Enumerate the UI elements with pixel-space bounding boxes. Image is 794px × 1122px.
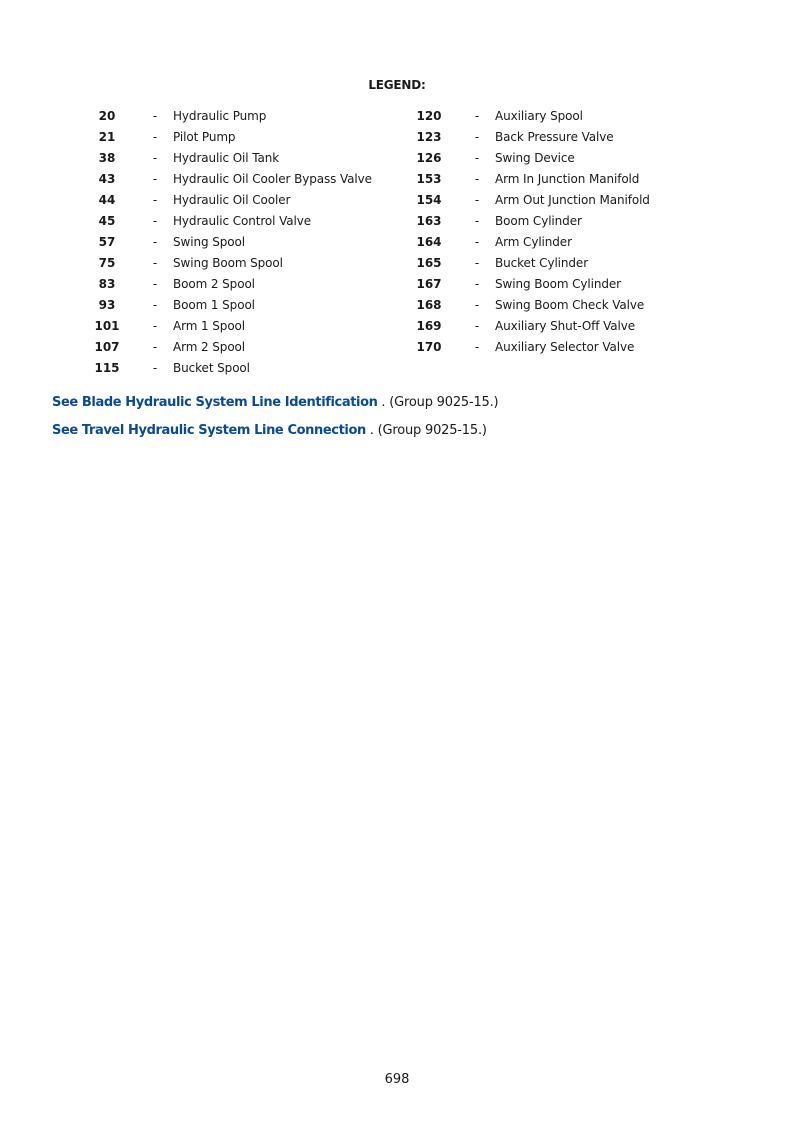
legend-label: Boom 2 Spool <box>173 276 255 291</box>
legend-number: 101 <box>94 318 120 333</box>
legend-number: 57 <box>98 234 116 249</box>
legend-number: 115 <box>94 360 120 375</box>
legend-row <box>88 189 372 210</box>
legend-label: Arm In Junction Manifold <box>495 171 640 186</box>
legend-dash: - <box>152 255 158 270</box>
legend-number: 123 <box>416 129 442 144</box>
legend-label: Auxiliary Selector Valve <box>495 339 635 354</box>
legend-number: 167 <box>416 276 442 291</box>
legend-label: Hydraulic Pump <box>173 108 267 123</box>
legend-label: Arm 1 Spool <box>173 318 246 333</box>
legend-label: Auxiliary Shut-Off Valve <box>495 318 636 333</box>
legend-label: Arm Out Junction Manifold <box>495 192 650 207</box>
legend-dash: - <box>152 339 158 354</box>
legend-dash: - <box>474 108 480 123</box>
legend-number: 43 <box>98 171 116 186</box>
legend-dash: - <box>474 255 480 270</box>
legend-dash: - <box>474 276 480 291</box>
legend-dash: - <box>152 360 158 375</box>
legend-row <box>88 252 372 273</box>
legend-row <box>88 231 372 252</box>
legend-dash: - <box>474 129 480 144</box>
legend-row <box>88 336 372 357</box>
page-number: 698 <box>384 1072 410 1087</box>
legend-number: 45 <box>98 213 116 228</box>
travel-hydraulic-line-link[interactable]: See Travel Hydraulic System Line Connection <box>52 423 366 438</box>
legend-dash: - <box>474 192 480 207</box>
legend-dash: - <box>152 276 158 291</box>
legend-dash: - <box>152 297 158 312</box>
legend-dash: - <box>152 192 158 207</box>
legend-title: LEGEND: <box>368 78 426 92</box>
legend-row <box>410 105 650 126</box>
legend-label: Auxiliary Spool <box>495 108 583 123</box>
legend-row <box>410 231 650 252</box>
legend-label: Arm 2 Spool <box>173 339 246 354</box>
legend-number: 163 <box>416 213 442 228</box>
legend-label: Swing Boom Spool <box>173 255 283 270</box>
legend-dash: - <box>152 213 158 228</box>
blade-hydraulic-line-link[interactable]: See Blade Hydraulic System Line Identification <box>52 395 378 410</box>
legend-number: 169 <box>416 318 442 333</box>
legend-dash: - <box>152 318 158 333</box>
legend-row <box>410 147 650 168</box>
reference-line-travel <box>52 423 487 438</box>
legend-row <box>88 357 372 378</box>
legend-label: Hydraulic Oil Cooler <box>173 192 291 207</box>
legend-label: Hydraulic Control Valve <box>173 213 312 228</box>
legend-row <box>410 210 650 231</box>
legend-number: 44 <box>98 192 116 207</box>
legend-dash: - <box>474 213 480 228</box>
legend-dash: - <box>152 108 158 123</box>
legend-dash: - <box>474 339 480 354</box>
legend-label: Bucket Cylinder <box>495 255 589 270</box>
legend-number: 75 <box>98 255 116 270</box>
legend-column-right <box>410 105 650 357</box>
legend-dash: - <box>152 234 158 249</box>
legend-number: 168 <box>416 297 442 312</box>
legend-number: 83 <box>98 276 116 291</box>
legend-number: 38 <box>98 150 116 165</box>
legend-row <box>410 126 650 147</box>
legend-number: 21 <box>98 129 116 144</box>
legend-label: Swing Boom Cylinder <box>495 276 622 291</box>
legend-row <box>410 315 650 336</box>
legend-label: Arm Cylinder <box>495 234 572 249</box>
legend-number: 126 <box>416 150 442 165</box>
reference-suffix: . (Group 9025-15.) <box>377 395 499 410</box>
legend-dash: - <box>474 234 480 249</box>
legend-row <box>410 189 650 210</box>
legend-label: Pilot Pump <box>173 129 236 144</box>
legend-number: 170 <box>416 339 442 354</box>
legend-row <box>410 252 650 273</box>
legend-row <box>88 126 372 147</box>
legend-label: Boom Cylinder <box>495 213 582 228</box>
legend-column-left <box>88 105 372 378</box>
legend-number: 153 <box>416 171 442 186</box>
legend-label: Hydraulic Oil Tank <box>173 150 280 165</box>
legend-number: 107 <box>94 339 120 354</box>
legend-number: 154 <box>416 192 442 207</box>
legend-row <box>88 105 372 126</box>
legend-dash: - <box>152 150 158 165</box>
legend-dash: - <box>152 129 158 144</box>
legend-number: 120 <box>416 108 442 123</box>
legend-label: Boom 1 Spool <box>173 297 255 312</box>
legend-row <box>410 273 650 294</box>
legend-label: Bucket Spool <box>173 360 250 375</box>
legend-row <box>88 147 372 168</box>
legend-row <box>88 273 372 294</box>
legend-label: Swing Spool <box>173 234 245 249</box>
legend-dash: - <box>474 297 480 312</box>
legend-row <box>88 210 372 231</box>
legend-number: 165 <box>416 255 442 270</box>
legend-dash: - <box>474 150 480 165</box>
legend-row <box>410 168 650 189</box>
reference-suffix: . (Group 9025-15.) <box>365 423 487 438</box>
legend-row <box>88 168 372 189</box>
reference-line-blade <box>52 395 498 410</box>
legend-number: 93 <box>98 297 116 312</box>
legend-label: Back Pressure Valve <box>495 129 614 144</box>
legend-label: Hydraulic Oil Cooler Bypass Valve <box>173 171 372 186</box>
legend-row <box>410 294 650 315</box>
legend-row <box>88 315 372 336</box>
legend-label: Swing Device <box>495 150 575 165</box>
legend-row <box>88 294 372 315</box>
legend-label: Swing Boom Check Valve <box>495 297 645 312</box>
legend-number: 20 <box>98 108 116 123</box>
legend-dash: - <box>474 171 480 186</box>
legend-dash: - <box>152 171 158 186</box>
legend-row <box>410 336 650 357</box>
legend-dash: - <box>474 318 480 333</box>
legend-number: 164 <box>416 234 442 249</box>
